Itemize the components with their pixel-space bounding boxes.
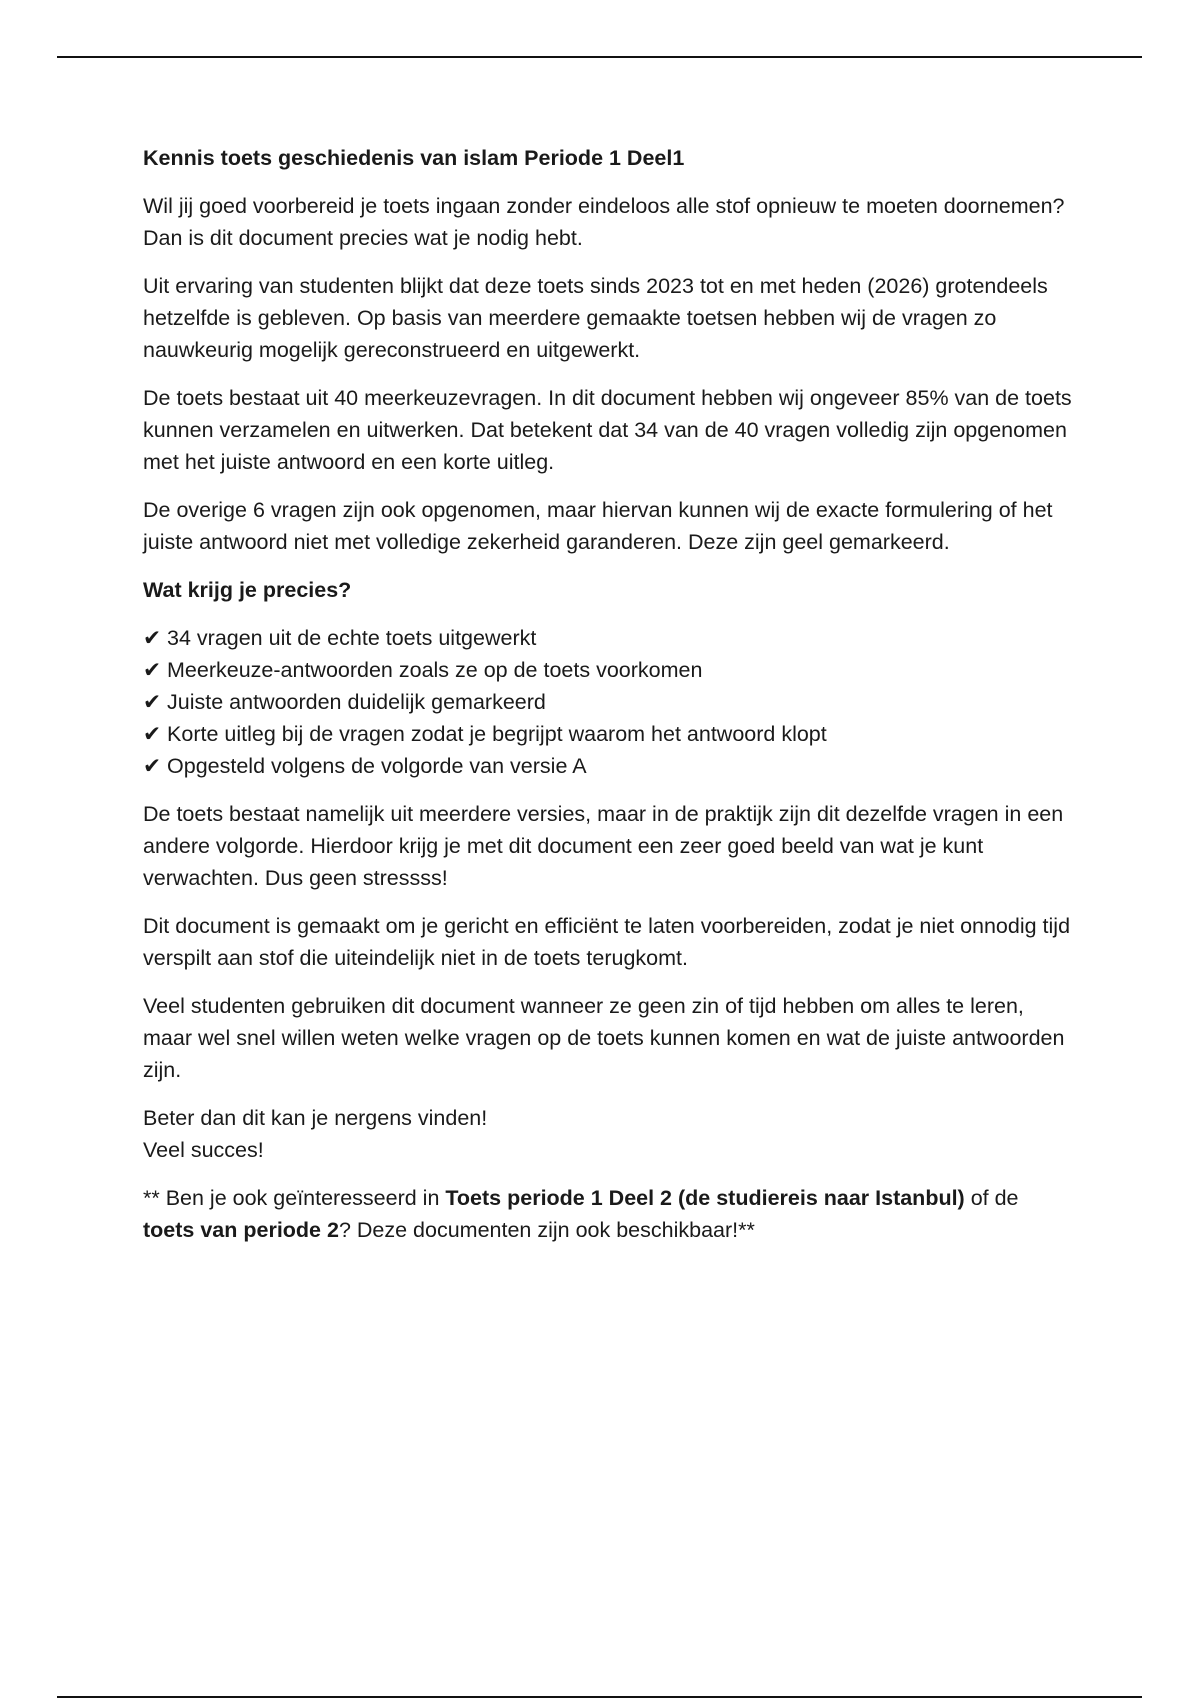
closing-line-2: Veel succes! — [143, 1138, 264, 1162]
remaining-questions-paragraph: De overige 6 vragen zijn ook opgenomen, maar hiervan kunnen wij de exacte formulering of het juiste antwoord niet met volledige zekerheid garanderen. Deze zijn geel gemarkeerd. — [143, 498, 1053, 554]
list-item — [143, 622, 1073, 654]
versions-paragraph: De toets bestaat namelijk uit meerdere versies, maar in de praktijk zijn dit dezelfde vragen in een andere volgorde. Hierdoor krijg je met dit document een zeer goed beeld van wat je kunt verwachten. Dus geen stressss! — [143, 802, 1064, 890]
intro-paragraph: Wil jij goed voorbereid je toets ingaan zonder eindeloos alle stof opnieuw te moeten doornemen? Dan is dit document precies wat je nodig hebt. — [143, 194, 1065, 250]
closing-line-1: Beter dan dit kan je nergens vinden! — [143, 1106, 488, 1130]
promo-middle: of de — [964, 1186, 1019, 1210]
feature-checklist — [143, 622, 1073, 782]
promo-doc-link-1: Toets periode 1 Deel 2 (de studiereis naar Istanbul) — [445, 1186, 965, 1210]
closing-paragraph — [143, 1102, 1073, 1166]
purpose-paragraph: Dit document is gemaakt om je gericht en efficiënt te laten voorbereiden, zodat je niet onnodig tijd verspilt aan stof die uiteindelijk niet in de toets terugkomt. — [143, 914, 1071, 970]
list-item — [143, 750, 1073, 782]
promo-prefix: ** Ben je ook geïnteresseerd in — [143, 1186, 446, 1210]
checkmark-icon: ✔ — [143, 690, 162, 714]
what-you-get-heading: Wat krijg je precies? — [143, 578, 352, 602]
list-item — [143, 686, 1073, 718]
list-item-text: Juiste antwoorden duidelijk gemarkeerd — [167, 690, 546, 714]
checkmark-icon: ✔ — [143, 626, 162, 650]
list-item-text: Opgesteld volgens de volgorde van versie A — [167, 754, 587, 778]
document-body — [143, 142, 1073, 1262]
composition-paragraph: De toets bestaat uit 40 meerkeuzevragen. In dit document hebben wij ongeveer 85% van de toets kunnen verzamelen en uitwerken. Dat betekent dat 34 van de 40 vragen volledig zijn opgenomen met het juiste antwoord en een korte uitleg. — [143, 386, 1072, 474]
list-item — [143, 654, 1073, 686]
list-item-text: 34 vragen uit de echte toets uitgewerkt — [167, 626, 537, 650]
list-item-text: Meerkeuze-antwoorden zoals ze op de toets voorkomen — [167, 658, 703, 682]
document-title: Kennis toets geschiedenis van islam Periode 1 Deel1 — [143, 146, 685, 170]
promo-paragraph — [143, 1182, 1073, 1246]
checkmark-icon: ✔ — [143, 658, 162, 682]
footer-rule — [57, 1696, 1142, 1698]
list-item-text: Korte uitleg bij de vragen zodat je begrijpt waarom het antwoord klopt — [167, 722, 827, 746]
checkmark-icon: ✔ — [143, 754, 162, 778]
checkmark-icon: ✔ — [143, 722, 162, 746]
promo-suffix: ? Deze documenten zijn ook beschikbaar!** — [338, 1218, 755, 1242]
header-rule — [57, 56, 1142, 58]
promo-doc-link-2: toets van periode 2 — [143, 1218, 339, 1242]
students-paragraph: Veel studenten gebruiken dit document wanneer ze geen zin of tijd hebben om alles te leren, maar wel snel willen weten welke vragen op de toets kunnen komen en wat de juiste antwoorden zijn. — [143, 994, 1065, 1082]
list-item — [143, 718, 1073, 750]
experience-paragraph: Uit ervaring van studenten blijkt dat deze toets sinds 2023 tot en met heden (2026) grotendeels hetzelfde is gebleven. Op basis van meerdere gemaakte toetsen hebben wij de vragen zo nauwkeurig mogelijk gereconstrueerd en uitgewerkt. — [143, 274, 1048, 362]
